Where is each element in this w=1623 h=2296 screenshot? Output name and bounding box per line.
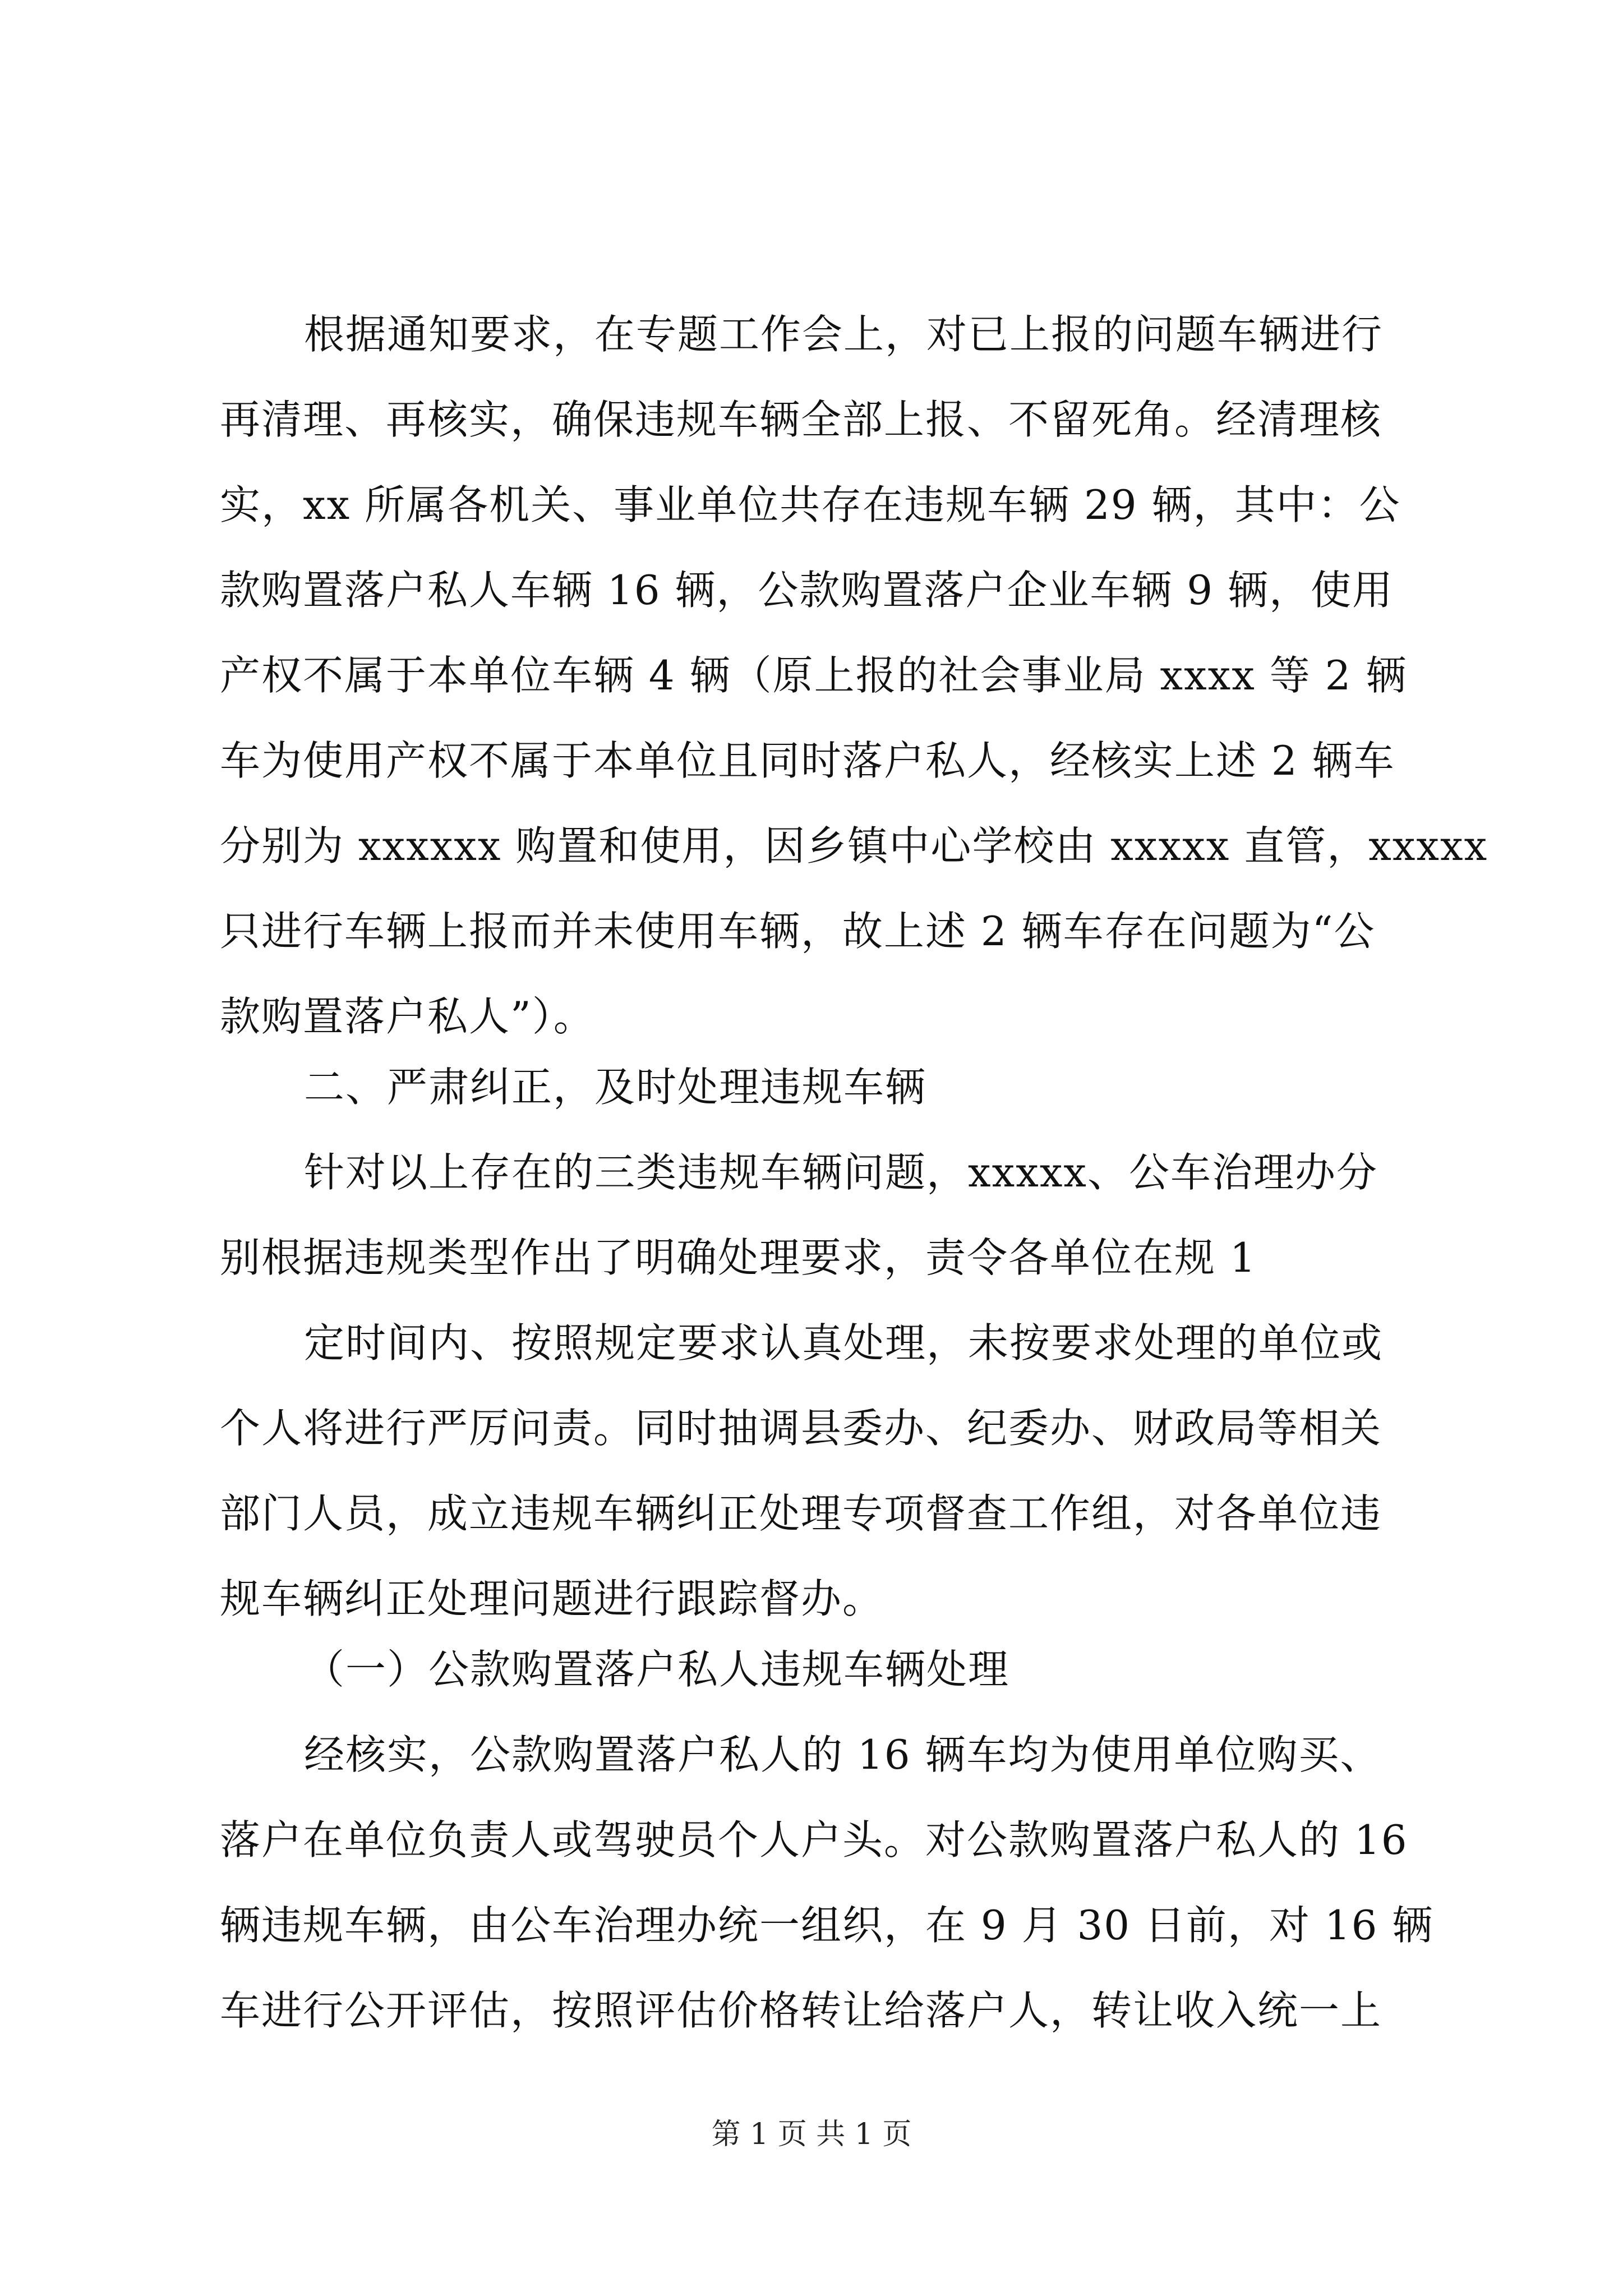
text-line-11: 针对以上存在的三类违规车辆问题，xxxxx、公车治理办分	[304, 1149, 1378, 1196]
text-line-15: 部门人员，成立违规车辆纠正处理专项督查工作组，对各单位违	[220, 1490, 1382, 1537]
text-line-8: 只进行车辆上报而并未使用车辆，故上述 2 辆车存在问题为“公	[220, 908, 1376, 955]
text-line-19: 落户在单位负责人或驾驶员个人户头。对公款购置落户私人的 16	[220, 1816, 1408, 1864]
text-line-21: 车进行公开评估，按照评估价格转让给落户人，转让收入统一上	[220, 1987, 1382, 2034]
text-line-6: 车为使用产权不属于本单位且同时落户私人，经核实上述 2 辆车	[220, 737, 1395, 784]
section-heading-2: 二、严肃纠正，及时处理违规车辆	[304, 1064, 927, 1111]
text-line-18: 经核实，公款购置落户私人的 16 辆车均为使用单位购买、	[304, 1731, 1382, 1778]
text-line-14: 个人将进行严厉问责。同时抽调县委办、纪委办、财政局等相关	[220, 1405, 1382, 1452]
text-line-2: 再清理、再核实，确保违规车辆全部上报、不留死角。经清理核	[220, 396, 1382, 443]
text-line-5: 产权不属于本单位车辆 4 辆（原上报的社会事业局 xxxx 等 2 辆	[220, 652, 1408, 699]
subsection-heading-1: （一）公款购置落户私人违规车辆处理	[304, 1646, 1010, 1693]
text-line-4: 款购置落户私人车辆 16 辆，公款购置落户企业车辆 9 辆，使用	[220, 567, 1394, 614]
text-line-16: 规车辆纠正处理问题进行跟踪督办。	[220, 1575, 884, 1622]
text-line-3: 实，xx 所属各机关、事业单位共存在违规车辆 29 辆，其中：公	[220, 481, 1401, 528]
page-footer: 第 1 页 共 1 页	[711, 2118, 912, 2151]
text-line-12: 别根据违规类型作出了明确处理要求，责令各单位在规 1	[220, 1234, 1257, 1281]
text-line-9: 款购置落户私人”）。	[220, 993, 595, 1040]
text-line-1: 根据通知要求，在专题工作会上，对已上报的问题车辆进行	[304, 311, 1384, 358]
text-line-20: 辆违规车辆，由公车治理办统一组织，在 9 月 30 日前，对 16 辆	[220, 1902, 1434, 1949]
text-line-13: 定时间内、按照规定要求认真处理，未按要求处理的单位或	[304, 1319, 1384, 1366]
text-line-7: 分别为 xxxxxx 购置和使用，因乡镇中心学校由 xxxxx 直管，xxxxx	[220, 822, 1488, 869]
